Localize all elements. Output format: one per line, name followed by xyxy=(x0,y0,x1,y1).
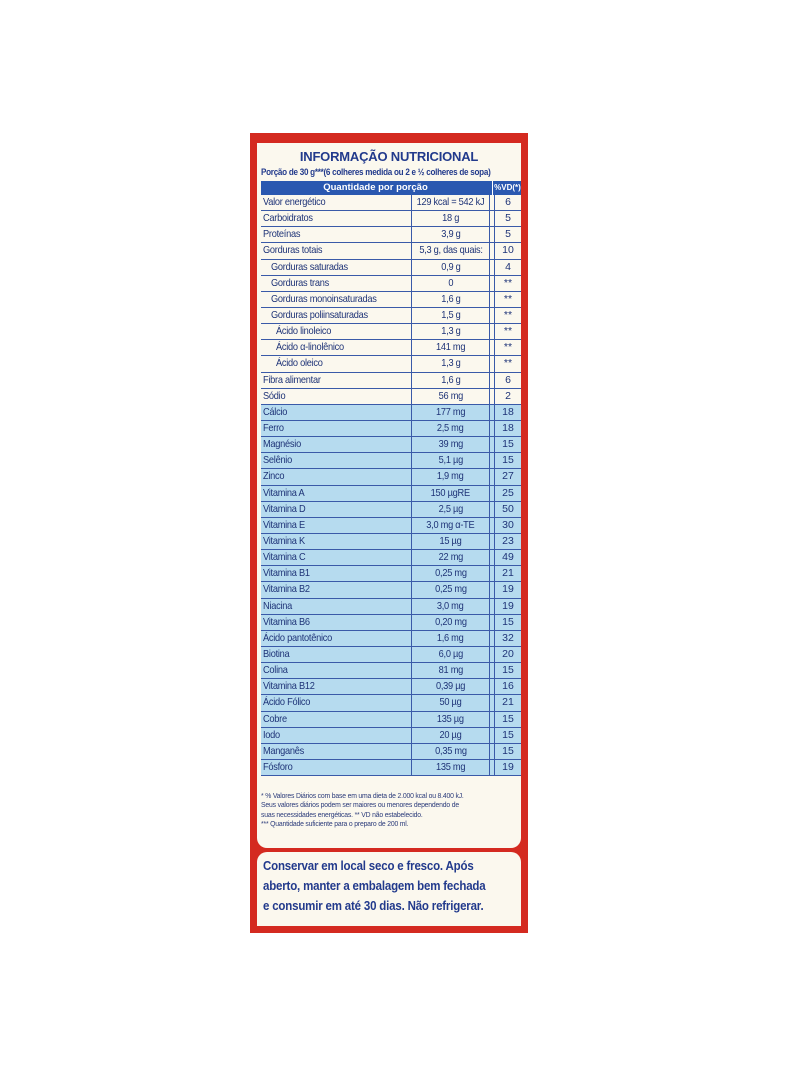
table-row xyxy=(261,227,521,243)
nutrient-vd: 21 xyxy=(494,566,521,581)
nutrient-name: Vitamina D xyxy=(263,502,306,515)
table-row xyxy=(261,550,521,566)
nutrient-vd: 50 xyxy=(494,502,521,517)
nutrient-quantity-cell xyxy=(411,324,490,339)
table-row xyxy=(261,679,521,695)
nutrient-name: Vitamina B12 xyxy=(263,680,315,693)
nutrient-name: Colina xyxy=(263,664,288,677)
nutrient-quantity: 0,9 g xyxy=(440,260,461,273)
nutrient-quantity: 1,9 mg xyxy=(437,470,464,483)
nutrient-quantity-cell xyxy=(411,227,490,242)
footnote-line: * % Valores Diários com base em uma dieta de 2.000 kcal ou 8.400 kJ. xyxy=(261,791,464,800)
nutrient-name: Ácido oleico xyxy=(276,357,323,370)
table-row xyxy=(261,502,521,518)
nutrient-name: Ácido linoleico xyxy=(276,325,332,338)
nutrient-vd: 4 xyxy=(494,260,521,275)
nutrient-name: Iodo xyxy=(263,728,280,741)
table-row xyxy=(261,211,521,227)
nutrient-vd: 15 xyxy=(494,663,521,678)
table-row xyxy=(261,534,521,550)
nutrient-quantity-cell xyxy=(411,615,490,630)
table-header xyxy=(261,181,521,195)
table-row xyxy=(261,276,521,292)
nutrient-quantity: 1,6 mg xyxy=(437,631,464,644)
nutrient-vd: 15 xyxy=(494,744,521,759)
nutrient-quantity: 0,35 mg xyxy=(434,744,467,757)
nutrient-vd: 25 xyxy=(494,486,521,501)
nutrient-quantity-cell xyxy=(411,582,490,597)
nutrient-quantity-cell xyxy=(411,308,490,323)
table-row xyxy=(261,518,521,534)
nutrient-quantity: 1,6 g xyxy=(440,292,461,305)
nutrient-quantity-cell xyxy=(411,760,490,775)
nutrition-title: INFORMAÇÃO NUTRICIONAL xyxy=(299,149,479,164)
nutrient-quantity-cell xyxy=(411,631,490,646)
nutrient-quantity-cell xyxy=(411,679,490,694)
nutrient-quantity: 3,9 g xyxy=(440,228,461,241)
table-row xyxy=(261,437,521,453)
nutrient-name: Gorduras trans xyxy=(271,276,329,289)
table-row xyxy=(261,566,521,582)
nutrient-vd: ** xyxy=(494,292,521,307)
nutrient-quantity: 1,6 g xyxy=(440,373,461,386)
nutrient-quantity-cell xyxy=(411,195,490,210)
nutrient-name: Ácido Fólico xyxy=(263,696,311,709)
storage-line: e consumir em até 30 dias. Não refrigerar. xyxy=(263,899,484,913)
footnote-line: *** Quantidade suficiente para o preparo de 200 ml. xyxy=(261,819,409,829)
nutrient-name: Ferro xyxy=(263,421,284,434)
nutrient-quantity: 3,0 mg α-TE xyxy=(426,518,475,531)
nutrient-vd: 15 xyxy=(494,728,521,743)
nutrient-vd: 10 xyxy=(494,243,521,258)
nutrient-quantity-cell xyxy=(411,518,490,533)
nutrient-vd: 27 xyxy=(494,469,521,484)
nutrient-name: Sódio xyxy=(263,389,286,402)
nutrient-vd: 5 xyxy=(494,227,521,242)
nutrient-quantity: 15 µg xyxy=(439,534,462,547)
table-row xyxy=(261,712,521,728)
nutrient-name: Fósforo xyxy=(263,760,293,773)
nutrient-vd: 19 xyxy=(494,582,521,597)
header-vd: %VD(*) xyxy=(492,181,521,195)
nutrient-vd: 15 xyxy=(494,712,521,727)
table-row xyxy=(261,760,521,776)
nutrient-quantity-cell xyxy=(411,276,490,291)
nutrient-quantity: 135 µg xyxy=(437,712,464,725)
nutrient-quantity-cell xyxy=(411,243,490,258)
nutrient-name: Ácido α-linolênico xyxy=(276,341,344,354)
nutrient-quantity-cell xyxy=(411,502,490,517)
nutrient-quantity-cell xyxy=(411,373,490,388)
nutrient-quantity: 135 mg xyxy=(435,760,466,773)
nutrient-quantity-cell xyxy=(411,486,490,501)
table-row xyxy=(261,292,521,308)
nutrient-quantity: 56 mg xyxy=(438,389,463,402)
nutrient-quantity-cell xyxy=(411,292,490,307)
nutrient-vd: 15 xyxy=(494,453,521,468)
nutrient-quantity-cell xyxy=(411,340,490,355)
nutrient-quantity: 1,3 g xyxy=(440,325,461,338)
table-row xyxy=(261,631,521,647)
nutrition-panel xyxy=(257,143,521,848)
nutrient-quantity-cell xyxy=(411,405,490,420)
table-row xyxy=(261,663,521,679)
table-row xyxy=(261,728,521,744)
nutrient-quantity: 150 µgRE xyxy=(430,486,471,499)
nutrient-name: Fibra alimentar xyxy=(263,373,321,386)
nutrient-quantity: 0 xyxy=(448,276,453,289)
table-row xyxy=(261,324,521,340)
nutrient-quantity-cell xyxy=(411,712,490,727)
nutrient-quantity-cell xyxy=(411,663,490,678)
nutrient-quantity-cell xyxy=(411,260,490,275)
nutrient-name: Vitamina E xyxy=(263,518,305,531)
nutrient-quantity: 2,5 mg xyxy=(437,421,464,434)
nutrient-name: Vitamina B6 xyxy=(263,615,310,628)
nutrition-table xyxy=(261,181,521,776)
table-row xyxy=(261,421,521,437)
nutrient-quantity: 39 mg xyxy=(438,438,463,451)
table-row xyxy=(261,308,521,324)
nutrient-vd: 18 xyxy=(494,405,521,420)
nutrient-name: Gorduras monoinsaturadas xyxy=(271,292,377,305)
nutrient-vd: 23 xyxy=(494,534,521,549)
storage-instructions xyxy=(257,852,521,926)
nutrient-name: Manganês xyxy=(263,744,305,757)
nutrient-quantity-cell xyxy=(411,534,490,549)
nutrient-quantity-cell xyxy=(411,744,490,759)
nutrient-quantity: 50 µg xyxy=(439,696,462,709)
nutrient-vd: ** xyxy=(494,340,521,355)
nutrient-quantity-cell xyxy=(411,469,490,484)
nutrient-name: Gorduras totais xyxy=(263,244,323,257)
nutrient-name: Carboidratos xyxy=(263,212,313,225)
nutrient-name: Biotina xyxy=(263,647,290,660)
nutrient-vd: 2 xyxy=(494,389,521,404)
nutrient-quantity: 0,25 mg xyxy=(434,583,467,596)
nutrient-quantity-cell xyxy=(411,566,490,581)
table-row xyxy=(261,744,521,760)
nutrient-quantity: 1,3 g xyxy=(440,357,461,370)
footnote-line: Seus valores diários podem ser maiores ou menores dependendo de xyxy=(261,800,459,810)
table-row xyxy=(261,615,521,631)
nutrient-quantity: 18 g xyxy=(442,212,459,225)
nutrient-quantity: 5,1 µg xyxy=(438,454,463,467)
nutrient-name: Zinco xyxy=(263,470,285,483)
nutrient-name: Proteínas xyxy=(263,228,301,241)
nutrient-quantity-cell xyxy=(411,356,490,371)
nutrient-vd: 21 xyxy=(494,695,521,710)
nutrient-name: Niacina xyxy=(263,599,292,612)
nutrient-quantity-cell xyxy=(411,453,490,468)
nutrient-name: Gorduras saturadas xyxy=(271,260,348,273)
nutrient-quantity: 141 mg xyxy=(435,341,466,354)
nutrient-vd: 16 xyxy=(494,679,521,694)
table-body xyxy=(261,195,521,776)
nutrient-quantity: 22 mg xyxy=(438,551,463,564)
nutrient-quantity-cell xyxy=(411,647,490,662)
nutrient-quantity-cell xyxy=(411,211,490,226)
footnote-line: suas necessidades energéticas. ** VD não estabelecido. xyxy=(261,809,423,819)
nutrient-quantity: 0,25 mg xyxy=(434,567,467,580)
table-row xyxy=(261,389,521,405)
nutrient-vd: 6 xyxy=(494,195,521,210)
nutrient-quantity: 0,39 µg xyxy=(435,680,466,693)
table-row xyxy=(261,405,521,421)
table-row xyxy=(261,373,521,389)
nutrient-quantity: 129 kcal = 542 kJ xyxy=(416,196,485,208)
table-row xyxy=(261,582,521,598)
nutrient-quantity: 81 mg xyxy=(438,664,463,677)
nutrient-name: Vitamina B1 xyxy=(263,567,310,580)
nutrient-vd: ** xyxy=(494,276,521,291)
nutrient-name: Vitamina K xyxy=(263,534,305,547)
nutrient-vd: ** xyxy=(494,308,521,323)
nutrient-quantity: 20 µg xyxy=(439,728,462,741)
nutrient-name: Cobre xyxy=(263,712,287,725)
table-row xyxy=(261,260,521,276)
storage-line: aberto, manter a embalagem bem fechada xyxy=(263,879,486,893)
table-row xyxy=(261,469,521,485)
footnotes xyxy=(261,791,521,829)
nutrient-quantity-cell xyxy=(411,421,490,436)
nutrient-quantity: 177 mg xyxy=(435,405,466,418)
table-row xyxy=(261,486,521,502)
nutrient-vd: 19 xyxy=(494,599,521,614)
nutrient-name: Vitamina C xyxy=(263,551,306,564)
nutrient-quantity-cell xyxy=(411,550,490,565)
nutrient-name: Vitamina B2 xyxy=(263,583,310,596)
nutrient-name: Vitamina A xyxy=(263,486,305,499)
table-row xyxy=(261,243,521,259)
nutrient-vd: 15 xyxy=(494,437,521,452)
nutrient-quantity: 1,5 g xyxy=(440,308,461,321)
nutrient-quantity-cell xyxy=(411,389,490,404)
nutrient-quantity: 5,3 g, das quais: xyxy=(418,244,483,257)
table-row xyxy=(261,599,521,615)
nutrient-name: Selênio xyxy=(263,454,292,467)
table-row xyxy=(261,356,521,372)
nutrient-vd: 20 xyxy=(494,647,521,662)
nutrient-vd: 5 xyxy=(494,211,521,226)
nutrient-vd: 49 xyxy=(494,550,521,565)
nutrient-quantity-cell xyxy=(411,695,490,710)
nutrient-vd: 18 xyxy=(494,421,521,436)
nutrition-label xyxy=(250,133,528,933)
nutrient-quantity: 6,0 µg xyxy=(438,647,463,660)
nutrient-vd: ** xyxy=(494,356,521,371)
header-quantity: Quantidade por porção xyxy=(323,182,428,193)
nutrient-name: Valor energético xyxy=(263,196,326,208)
nutrient-quantity-cell xyxy=(411,437,490,452)
serving-size: Porção de 30 g***(6 colheres medida ou 2 e ½ colheres de sopa) xyxy=(261,167,491,177)
nutrient-quantity-cell xyxy=(411,728,490,743)
nutrient-name: Gorduras poliinsaturadas xyxy=(271,308,368,321)
nutrient-name: Cálcio xyxy=(263,405,288,418)
nutrient-quantity: 0,20 mg xyxy=(434,615,467,628)
nutrient-vd: 15 xyxy=(494,615,521,630)
table-row xyxy=(261,195,521,211)
table-row xyxy=(261,647,521,663)
nutrient-vd: 6 xyxy=(494,373,521,388)
nutrient-name: Magnésio xyxy=(263,438,301,451)
nutrient-name: Ácido pantotênico xyxy=(263,631,332,644)
nutrient-vd: ** xyxy=(494,324,521,339)
nutrient-quantity: 2,5 µg xyxy=(438,502,463,515)
nutrient-quantity-cell xyxy=(411,599,490,614)
nutrient-quantity: 3,0 mg xyxy=(437,599,464,612)
table-row xyxy=(261,453,521,469)
nutrient-vd: 32 xyxy=(494,631,521,646)
nutrient-vd: 19 xyxy=(494,760,521,775)
table-row xyxy=(261,695,521,711)
nutrient-vd: 30 xyxy=(494,518,521,533)
storage-line: Conservar em local seco e fresco. Após xyxy=(263,859,474,873)
table-row xyxy=(261,340,521,356)
